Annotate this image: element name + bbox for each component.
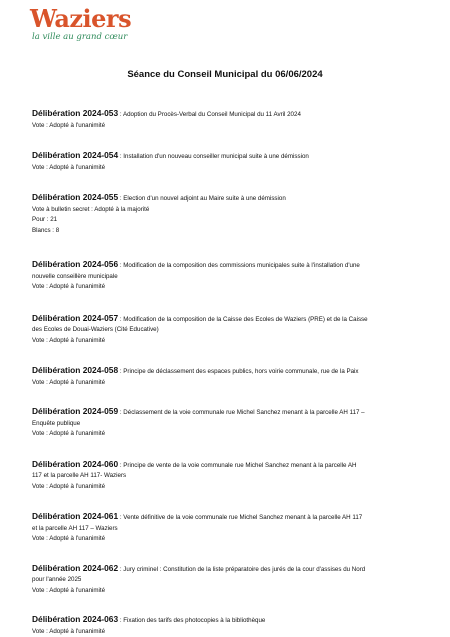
deliberation-heading-line <box>32 511 420 524</box>
deliberation-subject: : Vente définitive de la voie communale rue Michel Sanchez menant à la parcelle AH 117 <box>118 514 362 521</box>
deliberation-heading-line <box>32 365 420 378</box>
vote-result: Vote : Adopté à l'unanimité <box>32 534 420 545</box>
deliberation-heading-line <box>32 459 420 472</box>
deliberation-number: Délibération 2024-055 <box>32 192 118 202</box>
deliberation-item <box>32 150 420 173</box>
deliberation-item <box>32 192 420 236</box>
deliberation-subject-continued: 117 et la parcelle AH 117- Waziers <box>32 471 420 482</box>
deliberation-item <box>32 406 420 440</box>
document-title: Séance du Conseil Municipal du 06/06/2024 <box>0 69 450 80</box>
deliberation-subject-continued: des Ecoles de Douai-Waziers (Cité Educative) <box>32 325 420 336</box>
deliberation-item <box>32 614 420 637</box>
deliberation-heading-line <box>32 192 420 205</box>
deliberation-subject: : Modification de la composition de la Caisse des Ecoles de Waziers (PRE) et de la Caisse <box>118 316 367 323</box>
logo-tagline: la ville au grand cœur <box>32 32 127 42</box>
deliberation-heading-line <box>32 406 420 419</box>
deliberation-number: Délibération 2024-057 <box>32 313 118 323</box>
vote-result: Vote : Adopté à l'unanimité <box>32 336 420 347</box>
deliberation-heading-line <box>32 614 420 627</box>
deliberation-item <box>32 313 420 347</box>
deliberation-subject-continued: et la parcelle AH 117 – Waziers <box>32 524 420 535</box>
deliberation-subject: : Principe de vente de la voie communale rue Michel Sanchez menant à la parcelle AH <box>118 462 356 469</box>
deliberation-number: Délibération 2024-054 <box>32 150 118 160</box>
vote-result: Vote : Adopté à l'unanimité <box>32 378 420 389</box>
deliberation-number: Délibération 2024-056 <box>32 259 118 269</box>
vote-result: Vote : Adopté à l'unanimité <box>32 482 420 493</box>
deliberation-number: Délibération 2024-063 <box>32 614 118 624</box>
vote-result: Vote : Adopté à l'unanimité <box>32 282 420 293</box>
vote-result: Vote : Adopté à l'unanimité <box>32 627 420 637</box>
vote-result: Vote : Adopté à l'unanimité <box>32 121 420 132</box>
deliberation-heading-line <box>32 313 420 326</box>
deliberation-subject: : Installation d'un nouveau conseiller municipal suite à une démission <box>118 153 309 160</box>
deliberation-subject: : Modification de la composition des commissions municipales suite à l'installation d'une <box>118 262 360 269</box>
vote-result: Vote : Adopté à l'unanimité <box>32 586 420 597</box>
deliberation-number: Délibération 2024-062 <box>32 563 118 573</box>
deliberation-number: Délibération 2024-058 <box>32 365 118 375</box>
deliberation-item <box>32 459 420 493</box>
deliberation-subject: : Jury criminel : Constitution de la liste préparatoire des jurés de la cour d'assises du Nord <box>118 566 365 573</box>
deliberation-heading-line <box>32 259 420 272</box>
vote-result: Vote : Adopté à l'unanimité <box>32 429 420 440</box>
deliberation-subject-continued: pour l'année 2025 <box>32 575 420 586</box>
deliberation-subject: : Principe de déclassement des espaces publics, hors voirie communale, rue de la Paix <box>118 368 358 375</box>
deliberation-heading-line <box>32 563 420 576</box>
deliberation-item <box>32 259 420 293</box>
deliberation-item <box>32 511 420 545</box>
deliberation-list <box>32 108 420 637</box>
deliberation-subject: : Election d'un nouvel adjoint au Maire suite à une démission <box>118 195 286 202</box>
deliberation-subject: : Déclassement de la voie communale rue Michel Sanchez menant à la parcelle AH 117 – <box>118 409 364 416</box>
deliberation-heading-line <box>32 108 420 121</box>
deliberation-item <box>32 563 420 597</box>
deliberation-item <box>32 365 420 388</box>
vote-result: Pour : 21 <box>32 215 420 226</box>
deliberation-subject-continued: nouvelle conseillère municipale <box>32 272 420 283</box>
vote-result: Vote : Adopté à l'unanimité <box>32 163 420 174</box>
deliberation-number: Délibération 2024-060 <box>32 459 118 469</box>
deliberation-subject: : Adoption du Procès-Verbal du Conseil Municipal du 11 Avril 2024 <box>118 111 301 118</box>
deliberation-number: Délibération 2024-061 <box>32 511 118 521</box>
logo-name: Waziers <box>30 6 131 32</box>
deliberation-item <box>32 108 420 131</box>
deliberation-subject-continued: Enquête publique <box>32 419 420 430</box>
deliberation-heading-line <box>32 150 420 163</box>
vote-result: Blancs : 8 <box>32 226 420 237</box>
vote-result: Vote à bulletin secret : Adopté à la majorité <box>32 205 420 216</box>
deliberation-subject: : Fixation des tarifs des photocopies à la bibliothèque <box>118 617 265 624</box>
deliberation-number: Délibération 2024-053 <box>32 108 118 118</box>
waziers-logo <box>30 6 140 46</box>
deliberation-number: Délibération 2024-059 <box>32 406 118 416</box>
